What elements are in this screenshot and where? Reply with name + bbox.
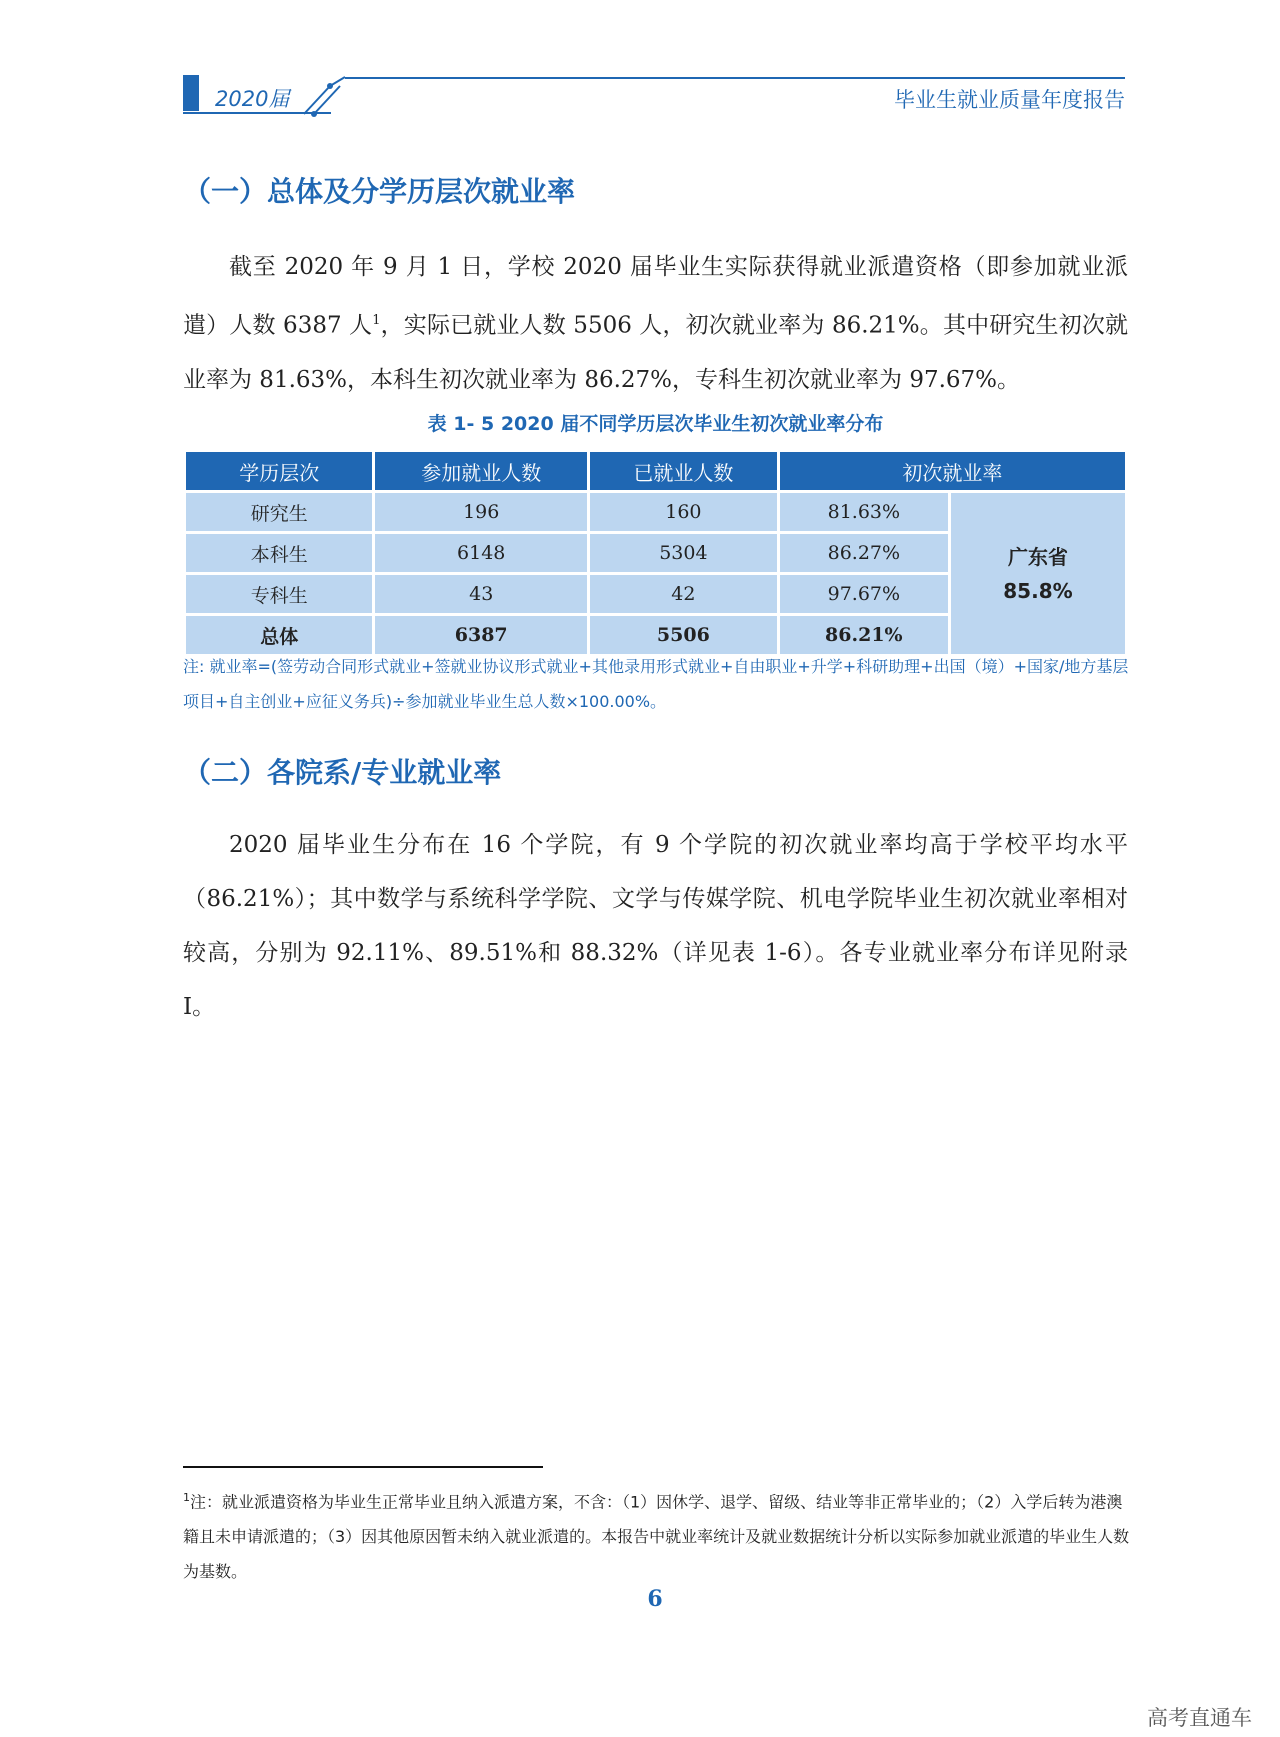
col-header-participants: 参加就业人数 [375, 452, 587, 490]
employment-rate-table [183, 449, 1128, 657]
cell-participants: 6148 [375, 534, 587, 572]
footnote [183, 1480, 1133, 1589]
section-heading-overall: （一）总体及分学历层次就业率 [183, 175, 576, 208]
section-heading-colleges: （二）各院系/专业就业率 [183, 756, 502, 789]
cell-employed: 160 [590, 493, 777, 531]
header-accent-bar [183, 75, 199, 111]
page-number: 6 [647, 1586, 663, 1612]
cell-participants: 6387 [375, 616, 587, 654]
header-circuit-ornament [300, 72, 360, 118]
paragraph-text-a: 截至 2020 年 9 月 1 日，学校 2020 届毕业生实际获得就业派遣资格（即参加就业派遣）人数 6387 人 [183, 254, 1128, 339]
col-header-employed: 已就业人数 [590, 452, 777, 490]
header-year-label: 2020届 [215, 87, 290, 111]
table-caption: 表 1- 5 2020 届不同学历层次毕业生初次就业率分布 [427, 413, 884, 435]
province-rate-cell [951, 493, 1125, 654]
header-report-title: 毕业生就业质量年度报告 [894, 88, 1125, 112]
province-rate: 85.8% [1003, 578, 1073, 603]
footnote-text: 注：就业派遣资格为毕业生正常毕业且纳入派遣方案，不含：（1）因休学、退学、留级、结业等非正常毕业的；（2）入学后转为港澳籍且未申请派遣的；（3）因其他原因暂未纳入就业派遣的。本报告中就业率统计及就业数据统计分析以实际参加就业派遣的毕业生人数为基数。 [183, 1492, 1130, 1582]
col-header-level: 学历层次 [186, 452, 372, 490]
footnote-separator [183, 1466, 543, 1468]
footnote-mark: 1 [183, 1491, 190, 1504]
cell-participants: 196 [375, 493, 587, 531]
table-row [186, 493, 1125, 531]
table-note: 注: 就业率=(签劳动合同形式就业+签就业协议形式就业+其他录用形式就业+自由职业+升学+科研助理+出国（境）+国家/地方基层项目+自主创业+应征义务兵)÷参加就业毕业生总人数×100.00%。 [183, 657, 1129, 711]
cell-level: 本科生 [186, 534, 372, 572]
cell-rate: 86.27% [780, 534, 948, 572]
cell-level: 总体 [186, 616, 372, 654]
province-label: 广东省 [1007, 544, 1068, 569]
watermark: 高考直通车 [1147, 1706, 1252, 1730]
cell-employed: 5304 [590, 534, 777, 572]
section-overall-paragraph [183, 240, 1128, 407]
cell-employed: 5506 [590, 616, 777, 654]
section-colleges-paragraph: 2020 届毕业生分布在 16 个学院，有 9 个学院的初次就业率均高于学校平均水平（86.21%）；其中数学与系统科学学院、文学与传媒学院、机电学院毕业生初次就业率相对较高，分别为 92.11%、89.51%和 88.32%（详见表 1-6）。各专业就业率分布详见附录 I。 [183, 832, 1128, 1020]
table-header-row [186, 452, 1125, 490]
cell-level: 研究生 [186, 493, 372, 531]
footnote-ref: 1 [372, 313, 381, 328]
paragraph-text-b: ，实际已就业人数 5506 人，初次就业率为 86.21%。其中研究生初次就业率为 81.63%，本科生初次就业率为 86.27%，专科生初次就业率为 97.67%。 [183, 312, 1129, 393]
header-topline [345, 77, 1125, 79]
col-header-rate: 初次就业率 [780, 452, 1125, 490]
cell-participants: 43 [375, 575, 587, 613]
cell-level: 专科生 [186, 575, 372, 613]
cell-rate: 86.21% [780, 616, 948, 654]
cell-rate: 81.63% [780, 493, 948, 531]
cell-employed: 42 [590, 575, 777, 613]
cell-rate: 97.67% [780, 575, 948, 613]
